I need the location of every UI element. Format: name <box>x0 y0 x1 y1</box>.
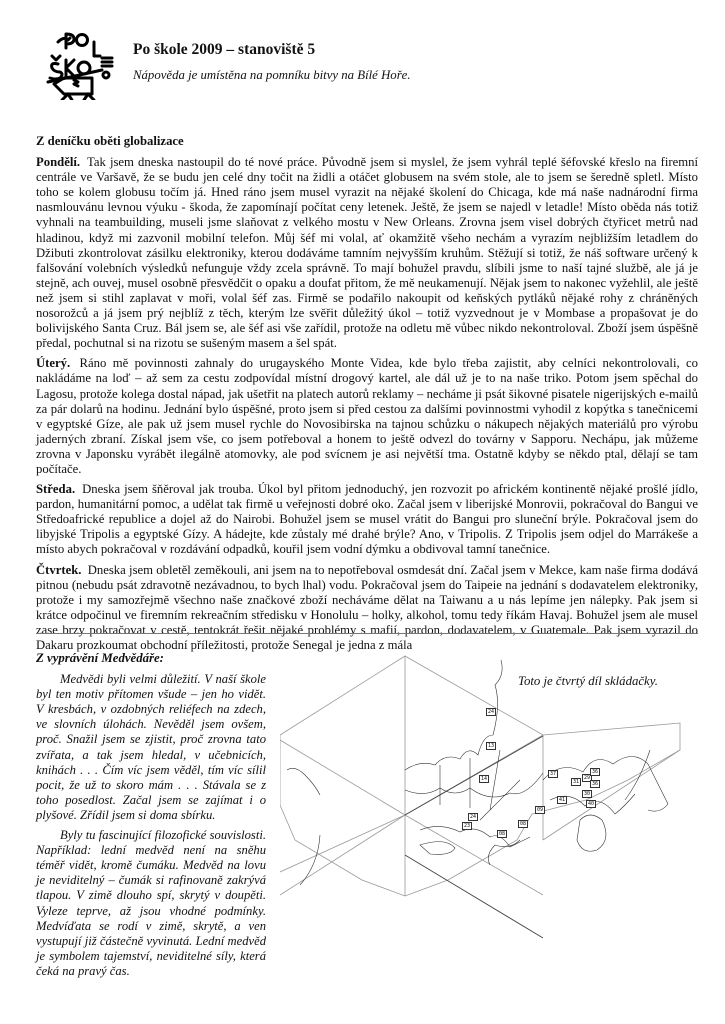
diary-heading: Z deníčku oběti globalizace <box>36 134 184 148</box>
map-label: 24 <box>488 709 495 715</box>
page-title: Po škole 2009 – stanoviště 5 <box>133 41 316 58</box>
po-skole-logo <box>44 28 118 100</box>
diary-entry-monday <box>36 155 698 351</box>
page-header <box>133 41 411 83</box>
map-label: 30 <box>584 791 591 797</box>
map-label: 08 <box>520 821 527 827</box>
map-label: 37 <box>550 771 557 777</box>
puzzle-map-piece <box>280 640 700 1020</box>
map-label: 23 <box>464 823 471 829</box>
day-label: Čtvrtek. <box>36 562 82 577</box>
day-label: Pondělí. <box>36 155 81 170</box>
map-label: 13 <box>488 743 495 749</box>
hint-text: Nápověda je umístěna na pomníku bitvy na Bílé Hoře. <box>133 68 411 82</box>
map-label: 36 <box>592 781 599 787</box>
map-label: 24 <box>470 814 477 820</box>
map-label: 36 <box>592 769 599 775</box>
section-divider <box>36 633 698 634</box>
map-label: 09 <box>537 807 544 813</box>
puzzle-caption: Toto je čtvrtý díl skládačky. <box>518 674 658 688</box>
diary-entry-wednesday <box>36 482 698 557</box>
entry-text: Tak jsem dneska nastoupil do té nové práce. Původně jsem si myslel, že jsem vyhrál teplé šéfovské křeslo na firemní centrále ve Varšavě, že se budu jen celé dny točit na židli a otáčet globusem na svém stole, ale to jsem se šeredně spletl. Místo toho se kolem globusu točím já. Hned ráno jsem musel vyrazit na nějaké školení do Chicaga, kde má naše nadnárodní firma nasmlouvánu levnou výuku - škoda, že zapomínají počítat ceny letenek. Ještě, že jsem se najedl v letadle! Místo oběda nás totiž vyhnali na teambuilding, museli jsme slaňovat z velkého mostu v New Orleans. Zrovna jsem visel dobrých čtyřicet metrů nad hladinou, když mi zazvonil mobilní telefon. Můj šéf mi volal, ať okamžitě všeho nechám a vyrazím nejbližším letadlem do Džibuti zkontrolovat zásilku elektroniky, kterou dodáváme tamním nejvyšším kruhům. Stěžují si totiž, že náš software určený k falšování volebních výsledků nefunguje vždy zcela správně. To mají bohužel pravdu, slíbili jsme to naší tajné službě, ale já je stejně, ach ouvej, musel osobně přesvědčit o opaku a doufat přitom, že mě neukamenují. Nějak jsem to nakonec vyžehlil, ale ještě než jsem si stihl zaplavat v moři, volal šéf zas. Firmě se podařilo nakoupit od keňských pytláků nějaké rohy z chráněných nosorožců a já jsem prý nejblíž z těch, kterým lze svěřit důležitý úkol – totiž vyzvednout je v Mombase a propašovat je do bolivijského Santa Cruz. Bál jsem se, ale šéf asi vše zařídil, protože na odletu mě vůbec nikdo nekontroloval. Zboží jsem úspěšně předal, pochutnal si na rizotu se sušeným masem a šel spát. <box>36 155 698 351</box>
map-label: 29 <box>584 775 591 781</box>
bear-keeper-story <box>36 651 266 984</box>
map-label: 40 <box>588 801 595 807</box>
story-paragraph: Medvědi byli velmi důležití. V naší škole byl ten motiv přítomen všude – jen ho vidět. V kresbách, v ozdobných reliéfech na zdech, ve slovních úlohách. Nevěděl jsem ovšem, proč. Snažil jsem se zjistit, proč zrovna tato zvířata, a tak jsem hledal, v učebnicích, knihách . . . Čím víc jsem věděl, tím víc sílil pocit, že už to skoro mám . . . Stávala se z toho posedlost. Začal jsem se zajímat i o plyšové. Zřídil jsem si doma sbírku. <box>36 672 266 822</box>
diary-section <box>36 134 698 658</box>
map-label: 31 <box>573 779 580 785</box>
map-label: 14 <box>481 776 488 782</box>
entry-text: Dneska jsem šňěroval jak trouba. Úkol byl přitom jednoduchý, jen rozvozit po africkém kontinentě nějaké prošlé jídlo, pardon, humanitární pomoc, a udělat tak firmě u veřejnosti dobré oko. Začal jsem v liberijské Monrovii, pokračoval do Bangui ve Středoafrické republice a dojel až do Nairobi. Bohužel jsem se musel vrátit do Bangui pro sluneční brýle. Pokračoval jsem do libyjské Tripolis a egyptské Gízy. A hádejte, kde zůstaly mé drahé brýle? Ano, v Tripolis. Z Tripolis jsem odjel do Marrákeše a místo abych pokračoval v rozdávání odpadků, kouřil jsem vodní dýmku a obdivoval tamní tanečnice. <box>36 482 699 557</box>
entry-text: Ráno mě povinnosti zahnaly do urugayského Monte Videa, kde bylo třeba zajistit, aby celníci nekontrolovali, co nakládáme na loď – až sem za cestu zodpovídal místní drogový kartel, ale dál už je to na naše triko. Potom jsem spěchal do Lagosu, protože kolega dostal nápad, jak ušetřit na platech autorů reklamy – necháme ji psát šikovné pisatele nigerijských e-mailů za pár dolarů na hodinu. Jednání bylo úspěšné, proto jsem si před cestou za dalšími povinnostmi vyhodil z kopýtka s tanečnicemi v egyptské Gíze, ale pak už jsem musel rychle do Novosibirska na tajnou schůzku o nákupech nějakých materiálů pro výrobu jaderných zbraní. Získal jsem vše, co jsem potřeboval a honem to ještě odvezl do továrny v Sapporu. Nechápu, jak můžeme zrovna v Japonsku vyrábět ilegálně atomovky, ale pod svícnem je asi největší tma. Ostatně kdyby se někdo ptal, dělají se tam počítače. <box>36 356 698 476</box>
map-label: 41 <box>559 797 566 803</box>
story-paragraph: Byly tu fascinující filozofické souvislosti. Například: lední medvěd není na sněhu téměř vidět, kromě čumáku. Medvěd na lovu je neviditelný – čumák si rafinovaně zakrývá tlapou. V zimě dlouho spí, skrytý v doupěti. Vyleze teprve, až jsou vhodné podmínky. Medvíďata se rodí v zimě, skrytě, a ven vystupují již částečně vyvinutá. Lední medvěd je symbolem tajemství, neviditelné síly, která čeká na pravý čas. <box>36 828 266 978</box>
story-heading: Z vyprávění Medvědáře: <box>36 651 164 665</box>
day-label: Úterý. <box>36 356 71 371</box>
map-label: 08 <box>499 831 506 837</box>
entry-text: Dneska jsem obletěl zeměkouli, ani jsem na to nepotřeboval osmdesát dní. Začal jsem v Mekce, kam naše firma dodává pitnou (nebudu psát zdravotně nezávadnou, to bych lhal) vodu. Pokračoval jsem do Taipeie na jednání s dodavatelem elektroniky, protože i my samozřejmě všechno naše značkové zboží necháváme dělat na Taiwanu a u nás lepíme jen nálepky. Pak jsem si krátce odpočinul ve firemním rekreačním středisku v Honolulu – holky, alkohol, tomu tedy říkám Havaj. Bohužel jsem ale musel zase brzy pokračovat v cestě, tentokrát řešit nějaké problémy s mafií, pardon, dodavatelem, v Guatemale. Pak jsem vyrazil do Dakaru prozkoumat obchodní příležitosti, protože Senegal je jedna z mála <box>36 562 698 652</box>
day-label: Středa. <box>36 482 76 497</box>
diary-entry-tuesday <box>36 356 698 477</box>
